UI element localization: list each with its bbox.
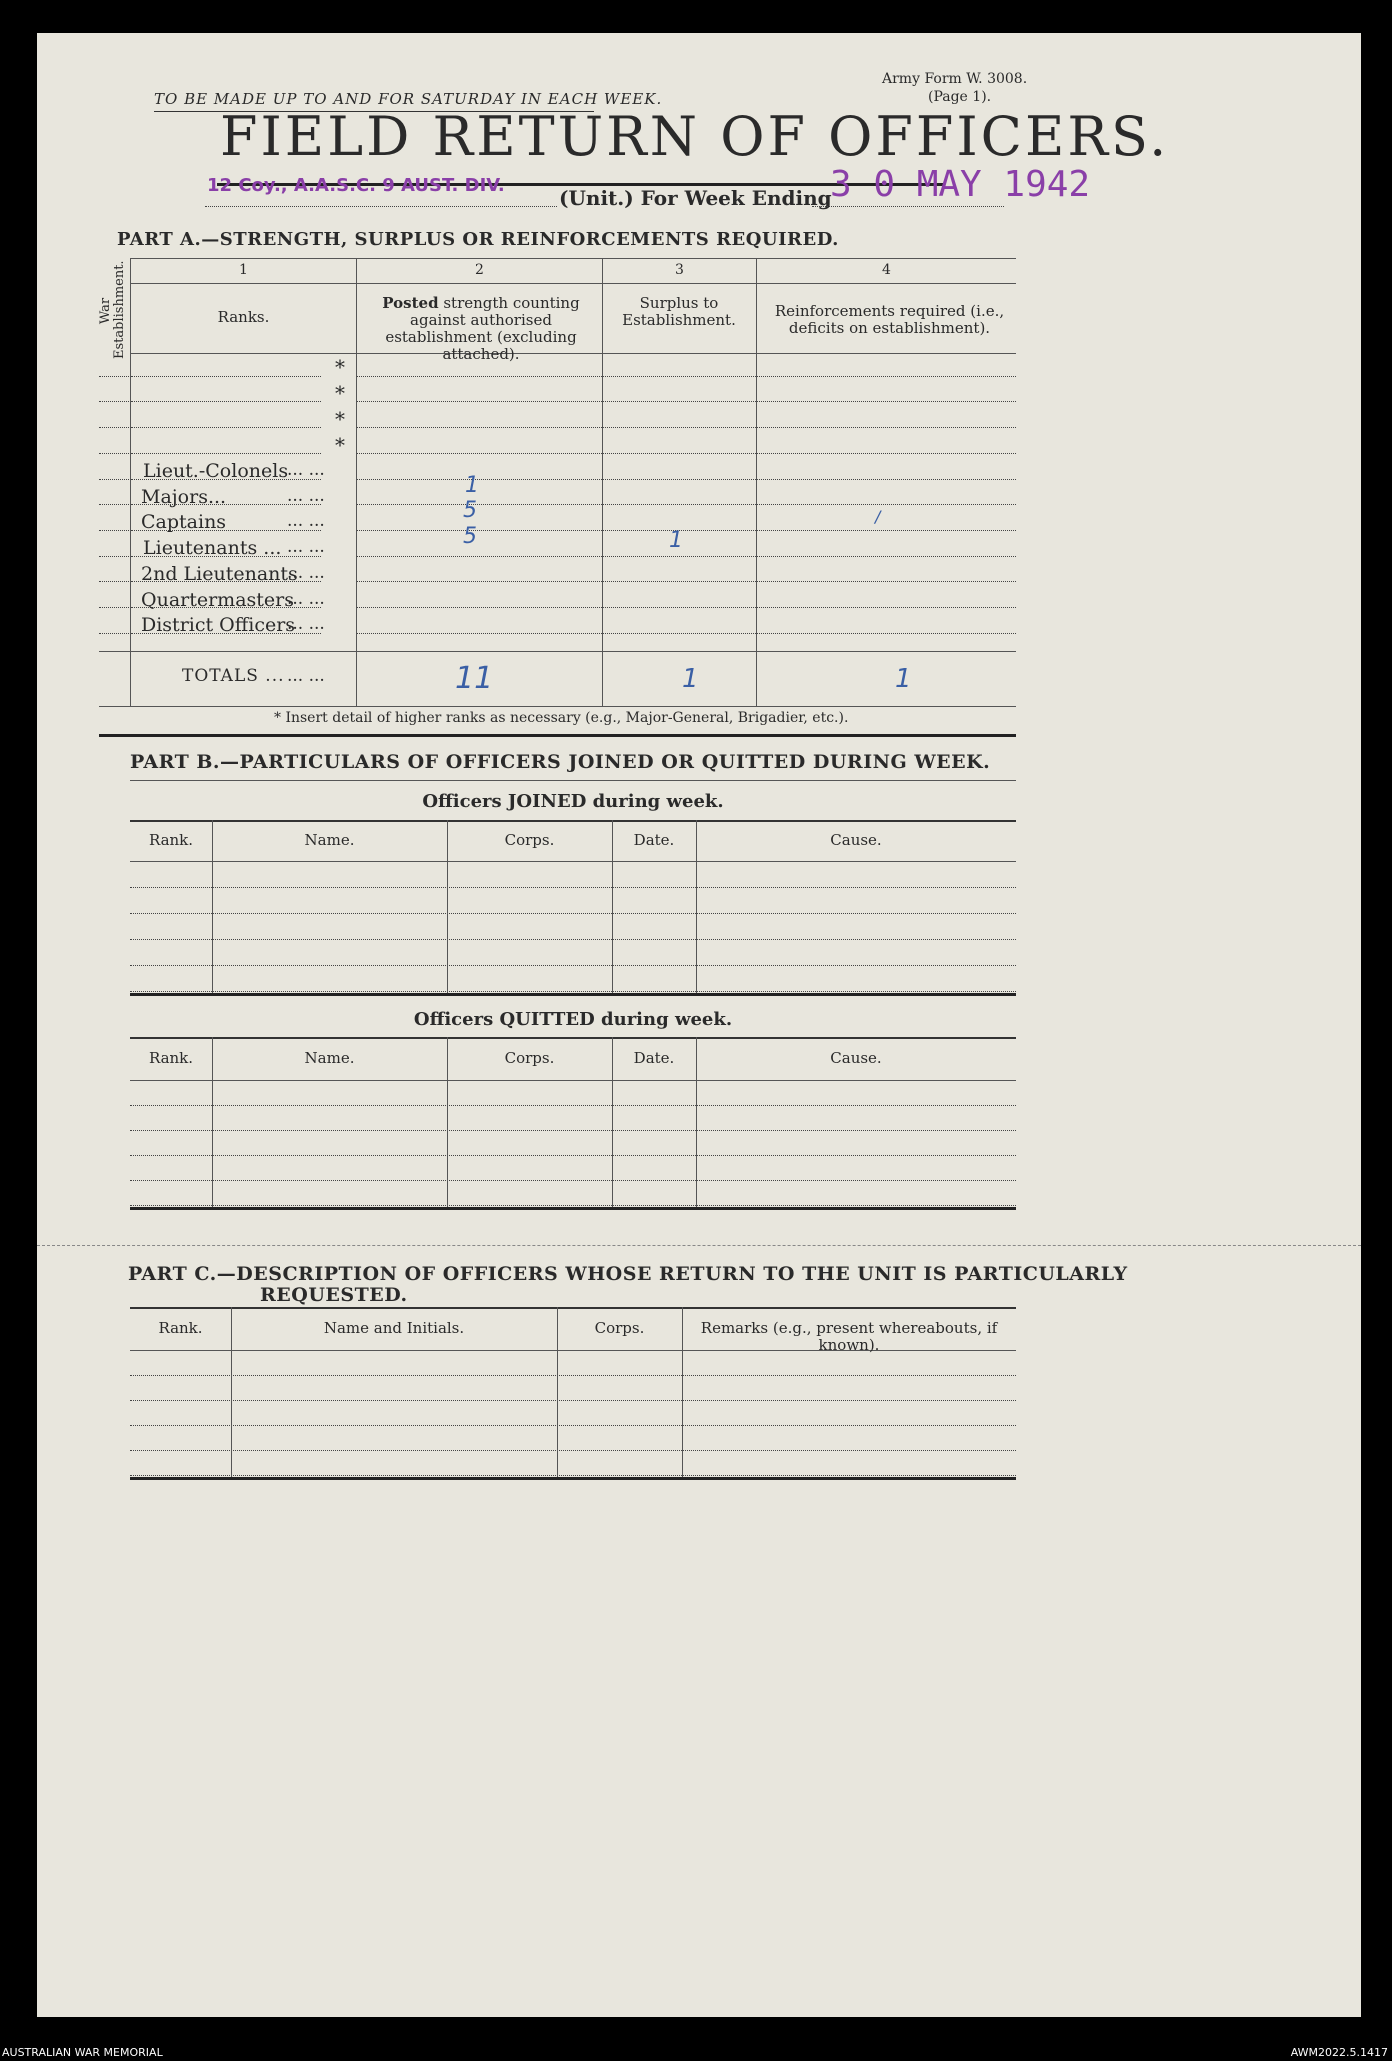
- war-establishment-label-box: [98, 259, 129, 359]
- war-est-row-line: [99, 453, 129, 454]
- rank-lieutenants: Lieutenants ...: [143, 537, 282, 559]
- instruction-line: TO BE MADE UP TO AND FOR SATURDAY IN EACH WEEK.: [154, 90, 663, 108]
- col-ranks-header: Ranks.: [217, 308, 270, 326]
- quitted-top-rule: [130, 1037, 1016, 1039]
- col-posted-header-rest: strength counting against authorised establishment (excluding attached).: [385, 294, 580, 363]
- form-number: Army Form W. 3008.: [882, 71, 1028, 87]
- quitted-bottom-rule: [130, 1207, 1016, 1210]
- war-est-row-line: [99, 633, 129, 634]
- rank-dots: ... ...: [287, 589, 325, 609]
- quitted-row-line: [130, 1180, 1016, 1181]
- rank-dots: ... ...: [287, 511, 325, 531]
- col-posted-header-bold: Posted: [382, 294, 439, 312]
- joined-heading: Officers JOINED during week.: [422, 791, 724, 812]
- part-c-heading-line2: REQUESTED.: [260, 1284, 408, 1306]
- totals-label: TOTALS ...: [182, 666, 285, 686]
- partc-col-header: Name and Initials.: [323, 1318, 465, 1337]
- war-est-row-line: [99, 581, 129, 582]
- totals-top-rule: [99, 651, 1016, 652]
- rank-captains: Captains: [141, 511, 227, 533]
- quitted-header-rule: [130, 1080, 1016, 1081]
- partc-bottom-rule: [130, 1477, 1016, 1480]
- joined-top-rule: [130, 820, 1016, 822]
- part-a-col-divider-2: [602, 258, 603, 706]
- joined-header-rule: [130, 861, 1016, 862]
- quitted-col-header: Corps.: [504, 1048, 555, 1067]
- rank-quartermasters: Quartermasters: [141, 589, 294, 611]
- joined-row-line: [130, 887, 1016, 888]
- joined-col-header: Rank.: [148, 830, 194, 849]
- quitted-col-header: Date.: [633, 1048, 675, 1067]
- footer-left: AUSTRALIAN WAR MEMORIAL: [2, 2046, 163, 2059]
- war-est-row-line: [99, 479, 129, 480]
- footer-right: AWM2022.5.1417: [1290, 2046, 1388, 2059]
- part-a-col-divider-3: [756, 258, 757, 706]
- joined-bottom-rule: [130, 993, 1016, 996]
- unit-stamp: 12 Coy., A.A.S.C. 9 AUST. DIV.: [207, 175, 505, 196]
- values-row-line: [357, 530, 1016, 531]
- joined-row-line: [130, 939, 1016, 940]
- part-b-heading: PART B.—PARTICULARS OF OFFICERS JOINED OR QUITTED DURING WEEK.: [130, 751, 991, 773]
- rank-lieut-colonels: Lieut.-Colonels: [143, 460, 289, 482]
- part-a-heading: PART A.—STRENGTH, SURPLUS OR REINFORCEMENTS REQUIRED.: [117, 229, 839, 250]
- lieutenants-posted-value: 5: [463, 524, 477, 549]
- partc-col-header: Rank.: [158, 1318, 203, 1337]
- values-row-line: [357, 427, 1016, 428]
- star-1: *: [335, 355, 345, 379]
- part-a-top-rule: [130, 258, 1016, 259]
- partc-row-line: [130, 1425, 1016, 1426]
- values-row-line: [357, 401, 1016, 402]
- ranks-row-line: [131, 401, 321, 402]
- star-4: *: [335, 433, 345, 457]
- war-est-row-line: [99, 607, 129, 608]
- col-number-4: 4: [882, 262, 891, 278]
- quitted-col-header: Name.: [304, 1048, 355, 1067]
- captains-reinf-value: /: [875, 507, 881, 526]
- ranks-row-line: [131, 453, 321, 454]
- form-paper: [37, 33, 1361, 2017]
- values-row-line: [357, 607, 1016, 608]
- war-est-row-line: [99, 504, 129, 505]
- totals-bottom-rule: [99, 706, 1016, 707]
- quitted-row-line: [130, 1130, 1016, 1131]
- joined-row-line: [130, 965, 1016, 966]
- partc-row-line: [130, 1400, 1016, 1401]
- values-row-line: [357, 479, 1016, 480]
- star-3: *: [335, 407, 345, 431]
- col-reinf-header: Reinforcements required (i.e., deficits on establishment).: [774, 302, 1005, 337]
- rank-majors: Majors...: [141, 486, 227, 508]
- page-number: (Page 1).: [928, 89, 992, 105]
- lieutenants-surplus-value: 1: [669, 528, 683, 553]
- part-a-number-rule: [130, 283, 1016, 284]
- captains-posted-value: 5: [463, 498, 477, 523]
- total-reinforcements: 1: [895, 664, 912, 694]
- values-row-line: [357, 376, 1016, 377]
- col-surplus-header: Surplus to Establishment.: [622, 294, 736, 329]
- war-est-row-line: [99, 427, 129, 428]
- ranks-row-line: [131, 376, 321, 377]
- col-number-1: 1: [239, 262, 248, 278]
- totals-dots: ... ...: [287, 666, 325, 686]
- col-number-2: 2: [475, 262, 484, 278]
- date-dotted-line: [812, 206, 1004, 207]
- joined-col-header: Date.: [633, 830, 675, 849]
- total-surplus: 1: [682, 664, 699, 694]
- war-est-row-line: [99, 530, 129, 531]
- quitted-row-line: [130, 1105, 1016, 1106]
- page-title: FIELD RETURN OF OFFICERS.: [220, 105, 1170, 168]
- quitted-heading: Officers QUITTED during week.: [413, 1009, 733, 1030]
- col-number-3: 3: [675, 262, 684, 278]
- values-row-line: [357, 581, 1016, 582]
- unit-dotted-line: [205, 206, 557, 207]
- partc-row-line: [130, 1450, 1016, 1451]
- war-est-row-line: [99, 376, 129, 377]
- rank-dots: ... ...: [287, 537, 325, 557]
- joined-row-line: [130, 913, 1016, 914]
- part-b-heading-rule: [130, 780, 1016, 781]
- total-posted: 11: [455, 661, 494, 696]
- partc-row-line: [130, 1375, 1016, 1376]
- quitted-row-line: [130, 1155, 1016, 1156]
- joined-row-line: [130, 991, 1016, 992]
- rank-district-officers: District Officers: [141, 614, 296, 636]
- majors-posted-value: 1: [465, 473, 479, 498]
- partc-top-rule: [130, 1307, 1016, 1309]
- rank-2nd-lieutenants: 2nd Lieutenants: [141, 563, 298, 585]
- war-establishment-label: War Establishment.: [98, 260, 127, 359]
- joined-col-header: Cause.: [830, 830, 882, 849]
- war-est-row-line: [99, 556, 129, 557]
- part-a-col-divider-1: [356, 258, 357, 706]
- week-ending-label: (Unit.) For Week Ending: [559, 186, 832, 210]
- partc-col-header: Remarks (e.g., present whereabouts, if known).: [700, 1318, 998, 1354]
- values-row-line: [357, 504, 1016, 505]
- date-stamp: 3 0 MAY 1942: [830, 164, 1091, 205]
- part-c-heading-line1: PART C.—DESCRIPTION OF OFFICERS WHOSE RETURN TO THE UNIT IS PARTICULARLY: [128, 1263, 1128, 1285]
- joined-col-header: Name.: [304, 830, 355, 849]
- rank-dots: ... ...: [287, 486, 325, 506]
- values-row-line: [357, 453, 1016, 454]
- rank-dots: ... ...: [287, 563, 325, 583]
- rank-dots: ... ...: [287, 614, 325, 634]
- quitted-col-header: Cause.: [830, 1048, 882, 1067]
- perforation-line: [37, 1245, 1361, 1246]
- quitted-col-header: Rank.: [148, 1048, 194, 1067]
- part-a-footnote: * Insert detail of higher ranks as necessary (e.g., Major-General, Brigadier, etc.).: [274, 710, 849, 726]
- values-row-line: [357, 633, 1016, 634]
- partc-col-header: Corps.: [594, 1318, 645, 1337]
- partc-row-line: [130, 1475, 1016, 1476]
- war-est-row-line: [99, 401, 129, 402]
- values-row-line: [357, 556, 1016, 557]
- col-posted-header: [375, 295, 587, 363]
- ranks-row-line: [131, 427, 321, 428]
- star-2: *: [335, 381, 345, 405]
- quitted-row-line: [130, 1205, 1016, 1206]
- rank-dots: ... ...: [287, 460, 325, 480]
- part-a-end-rule: [99, 734, 1016, 737]
- joined-col-header: Corps.: [504, 830, 555, 849]
